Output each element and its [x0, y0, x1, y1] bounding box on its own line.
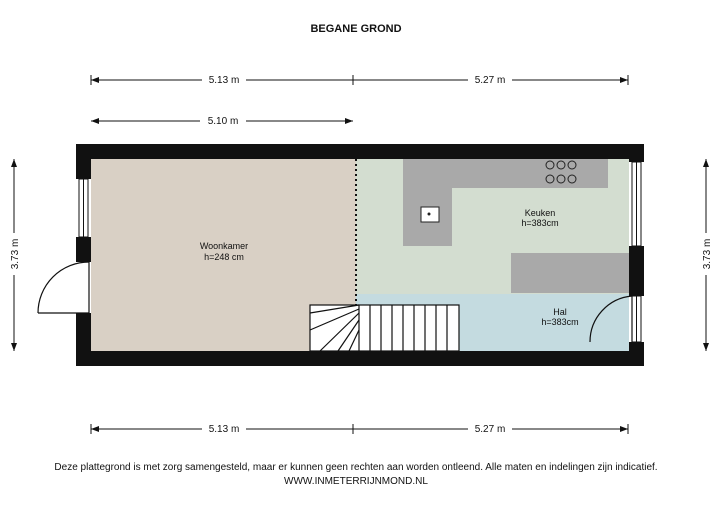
door-left — [38, 262, 89, 313]
dim-bottom-left: 5.13 m — [208, 424, 240, 435]
room-woonkamer-height: h=248 cm — [204, 252, 244, 262]
dimension-right — [700, 159, 713, 351]
room-woonkamer-name: Woonkamer — [199, 241, 249, 251]
dimension-bottom — [91, 422, 628, 435]
window-left — [79, 179, 88, 237]
footer-disclaimer: Deze plattegrond is met zorg samengesteld, maar er kunnen geen rechten aan worden ontleend. Alle maten en indelingen zijn indicatief. — [54, 462, 658, 473]
room-hal-height: h=383cm — [541, 317, 579, 327]
floor-title: BEGANE GROND — [310, 23, 402, 35]
window-right — [632, 162, 641, 246]
room-hal-name: Hal — [553, 307, 567, 317]
room-keuken-name: Keuken — [524, 208, 556, 218]
staircase — [310, 305, 459, 351]
dim-left-height: 3.73 m — [10, 238, 21, 270]
footer-website: WWW.INMETERRIJNMOND.NL — [284, 476, 428, 487]
window-right-lower — [632, 296, 641, 342]
dimension-top — [91, 73, 628, 86]
dimension-left — [8, 159, 21, 351]
dim-top-right: 5.27 m — [474, 75, 506, 86]
dim-right-height: 3.73 m — [702, 238, 713, 270]
dimension-second — [91, 114, 353, 127]
sink-icon — [421, 207, 439, 222]
dim-bottom-right: 5.27 m — [474, 424, 506, 435]
room-keuken-height: h=383cm — [521, 218, 559, 228]
dim-top-left: 5.13 m — [208, 75, 240, 86]
dim-second-left: 5.10 m — [207, 116, 239, 127]
